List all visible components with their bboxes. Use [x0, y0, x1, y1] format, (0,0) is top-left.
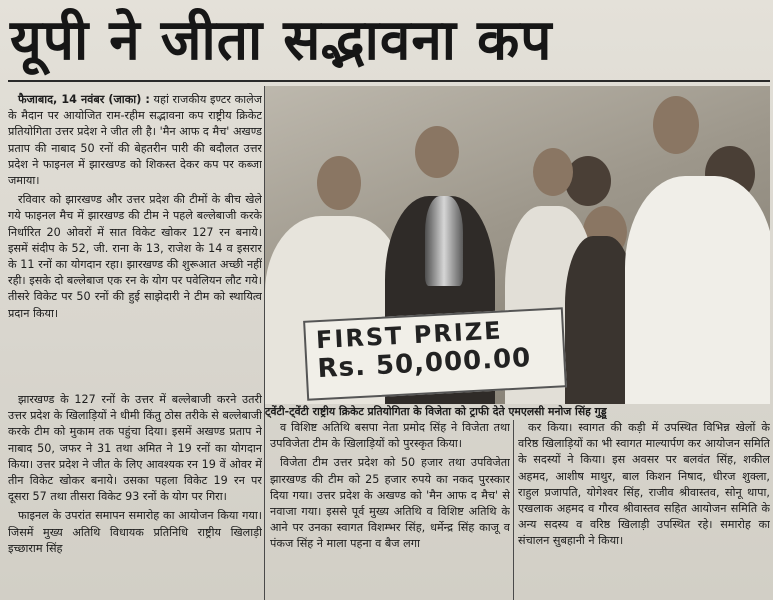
column1-para4: फाइनल के उपरांत समापन समारोह का आयोजन किया गया। जिसमें मुख्य अतिथि विधायक प्रतिनिधि राष्ट्रीय खिलाड़ी इच्छाराम सिंह	[8, 509, 262, 555]
person-face	[415, 126, 459, 178]
column1-para3: झारखण्ड के 127 रनों के उत्तर में बल्लेबाजी करने उतरी उत्तर प्रदेश के खिलाड़ियों ने धीमी किंतु ठोस तरीके से बल्लेबाजी करके टीम को मुकाम तक पहुंचा दिया। इसमें अखण्ड प्रताप ने नाबाद 50, जफर ने 31 तथा अमित ने 19 रनों का योगदान किया। उत्तर प्रदेश ने जीत के लिए आवश्यक रन 19 वें ओवर में तीन विकेट खोकर बनाये। उसका पहला विकेट 19 रन पर दूसरा 57 तथा तीसरा विकेट 93 रनों के योग पर गिरा।	[8, 393, 262, 504]
article-column-2	[270, 420, 510, 600]
column2-para2: विजेता टीम उत्तर प्रदेश को 50 हजार तथा उपविजेता झारखण्ड की टीम को 25 हजार रुपये का नकद पुरस्कार दिया गया। उत्तर प्रदेश के अखण्ड को 'मैन आफ द मैच' से नवाजा गया। इससे पूर्व मुख्य अतिथि व विशिष्ट अतिथि के आने पर उनका स्वागत विशम्भर सिंह, धर्मेन्द्र सिंह काजू व पंकज सिंह ने माला पहना व बैज लगा	[270, 456, 510, 551]
headline: यूपी ने जीता सद्भावना कप	[10, 8, 553, 73]
article-column-1	[8, 92, 262, 392]
person-shirt	[625, 176, 770, 404]
banner-line1: FIRST PRIZE	[315, 316, 504, 355]
article-column-3	[518, 420, 770, 600]
dateline: फैजाबाद, 14 नवंबर (जाका) :	[18, 93, 150, 106]
headline-rule	[8, 80, 770, 82]
column1-para2: रविवार को झारखण्ड और उत्तर प्रदेश की टीमों के बीच खेले गये फाइनल मैच में झारखण्ड की टीम ने पहले बल्लेबाजी करके निर्धारित 20 ओवरों में सात विकेट खोकर 127 रन बनाये। इसमें संदीप के 52, जी. राना के 13, राजेश के 14 व इसरार के 11 रनों का योगदान रहा। झारखण्ड की शुरूआत अच्छी नहीं रही। इसके दो बल्लेबाज एक रन के योग पर पवेलियन लौट गये। तीसरे विकेट पर 50 रनों की हुई साझेदारी ने टीम को स्थायित्व प्रदान किया।	[8, 193, 262, 320]
column2-para1: व विशिष्ट अतिथि बसपा नेता प्रमोद सिंह ने विजेता तथा उपविजेता टीम के खिलाड़ियों को पुरस्कृत किया।	[270, 421, 510, 451]
column-divider-2	[513, 420, 514, 600]
person-face	[653, 96, 699, 154]
photo-caption: ट्वेंटी-ट्वेंटी राष्ट्रीय क्रिकेट प्रतियोगिता के विजेता को ट्राफी देते एमएलसी मनोज सिंह गुड्डू	[265, 405, 607, 418]
prize-banner	[303, 307, 567, 400]
person-face	[533, 148, 573, 196]
article-column-1-lower	[8, 392, 262, 600]
banner-line2: Rs. 50,000.00	[316, 342, 532, 385]
column1-para1: यहां राजकीय इण्टर कालेज के मैदान पर आयोजित राम-रहीम सद्भावना कप राष्ट्रीय क्रिकेट प्रतियोगिता उत्तर प्रदेश ने जीत ली है। 'मैन आफ द मैच' अखण्ड प्रताप की नाबाद 50 रनों की बेहतरीन पारी की बदौलत उत्तर प्रदेश ने फाइनल में झारखण्ड को शिकस्त देकर कप पर कब्जा जमाया।	[8, 93, 262, 188]
trophy-icon	[425, 196, 463, 286]
news-photo	[265, 86, 770, 404]
column3-para1: कर किया। स्वागत की कड़ी में उपस्थित विभिन्न खेलों के वरिष्ठ खिलाड़ियों का भी स्वागत माल्यार्पण कर आयोजन समिति के सदस्यों ने किया। इस अवसर पर बलवंत सिंह, शकील अहमद, आशीष माथुर, बाल किशन निषाद, धीरज शुक्ला, राहुल प्रजापति, योगेश्वर सिंह, राजीव श्रीवास्तव, सोनू थापा, एखलाक अहमद व गौरव श्रीवास्तव सहित आयोजन समिति के अन्य सदस्य व वरिष्ठ खिलाड़ी उपस्थित रहे। समारोह का संचालन सुबहानी ने किया।	[518, 421, 770, 548]
person-face	[317, 156, 361, 210]
